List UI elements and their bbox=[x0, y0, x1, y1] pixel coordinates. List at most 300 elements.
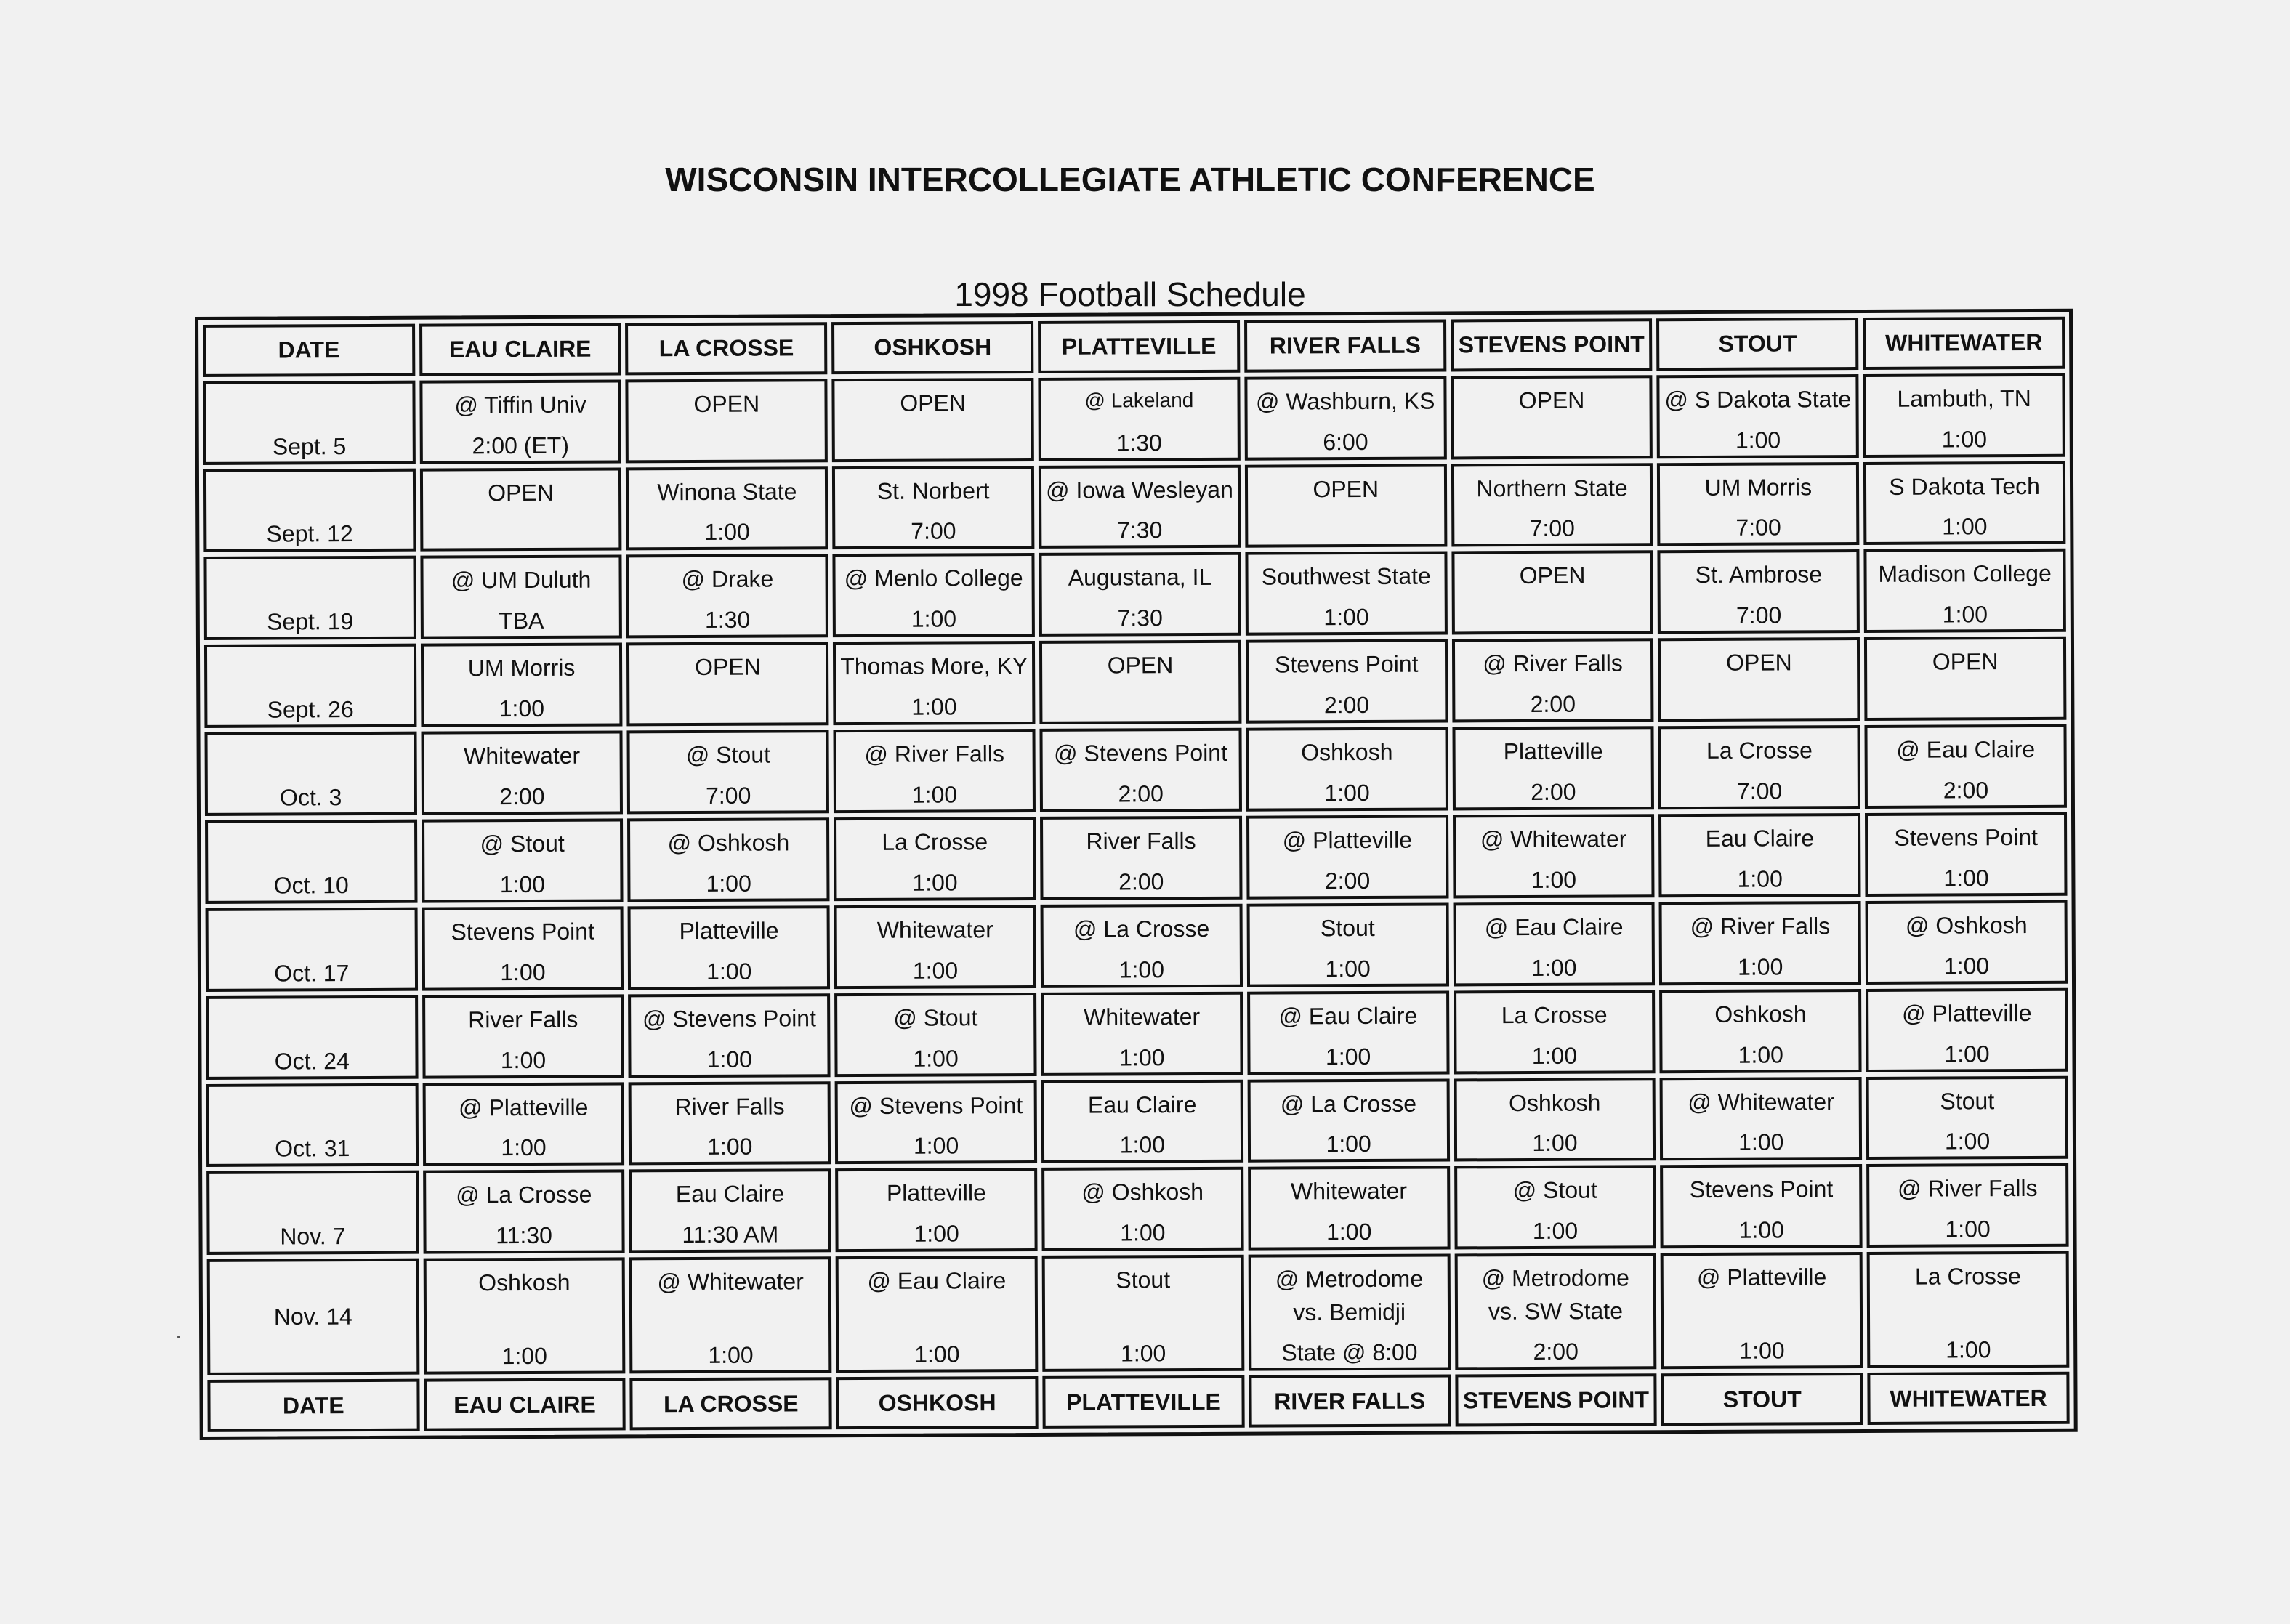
column-header-date: DATE bbox=[203, 324, 415, 377]
game-cell-stout bbox=[1661, 1252, 1863, 1369]
game-cell-river-falls bbox=[1248, 1166, 1450, 1251]
opponent-label: River Falls bbox=[468, 1006, 578, 1033]
kickoff-time: 1:00 bbox=[1943, 952, 1990, 979]
game-cell-stout bbox=[1658, 637, 1860, 722]
opponent-label: @ S Dakota State bbox=[1664, 385, 1852, 413]
date-label: Sept. 26 bbox=[267, 696, 354, 723]
game-cell-oshkosh bbox=[834, 993, 1036, 1077]
opponent-label: @ Oshkosh bbox=[667, 829, 790, 857]
date-label: Oct. 17 bbox=[274, 959, 350, 987]
header-row-bottom bbox=[207, 1372, 2069, 1432]
opponent-label: @ River Falls bbox=[1690, 913, 1831, 940]
opponent-label: Oshkosh bbox=[1714, 1001, 1807, 1027]
kickoff-time: 2:00 (ET) bbox=[472, 432, 570, 458]
opponent-label: @ Eau Claire bbox=[867, 1267, 1007, 1295]
opponent-label: @ Stout bbox=[480, 830, 565, 857]
game-cell-whitewater bbox=[1865, 812, 2067, 897]
game-cell-stevens-point bbox=[1453, 902, 1655, 986]
kickoff-time: 1:00 bbox=[1737, 865, 1783, 892]
column-header-stevens-point: STEVENS POINT bbox=[1455, 1373, 1657, 1426]
stray-mark bbox=[177, 1336, 180, 1338]
opponent-label: OPEN bbox=[1313, 475, 1379, 502]
kickoff-time: 11:30 AM bbox=[682, 1221, 779, 1248]
kickoff-time: 1:00 bbox=[1945, 1216, 1991, 1243]
table-row bbox=[206, 987, 2068, 1079]
kickoff-time: 1:00 bbox=[1531, 1042, 1578, 1069]
date-cell bbox=[203, 380, 415, 464]
game-cell-whitewater bbox=[1864, 637, 2066, 721]
kickoff-time: State @ 8:00 bbox=[1281, 1338, 1418, 1366]
opponent-label: Stevens Point bbox=[1689, 1176, 1834, 1203]
game-cell-whitewater bbox=[1864, 549, 2066, 633]
game-cell-la-crosse bbox=[629, 1169, 831, 1253]
opponent-label: OPEN bbox=[1518, 387, 1585, 413]
date-cell bbox=[203, 468, 416, 552]
kickoff-time: 1:00 bbox=[1738, 1041, 1783, 1068]
game-cell-stout bbox=[1658, 813, 1860, 897]
kickoff-time: 1:00 bbox=[706, 870, 751, 897]
column-header-platteville: PLATTEVILLE bbox=[1038, 320, 1240, 373]
kickoff-time: 2:00 bbox=[1530, 690, 1576, 718]
opponent-label: @ Platteville bbox=[1696, 1264, 1827, 1291]
game-cell-stevens-point bbox=[1451, 551, 1653, 635]
date-label: Nov. 7 bbox=[280, 1223, 346, 1250]
game-cell-whitewater bbox=[1865, 724, 2067, 809]
opponent-label: @ Drake bbox=[681, 565, 774, 593]
kickoff-time: 7:00 bbox=[1529, 515, 1575, 542]
kickoff-time: 1:00 bbox=[499, 695, 545, 722]
opponent-label: Whitewater bbox=[1084, 1003, 1201, 1030]
opponent-label: La Crosse bbox=[882, 828, 988, 855]
kickoff-time: 1:00 bbox=[706, 958, 752, 985]
opponent-label: Augustana, IL bbox=[1068, 564, 1212, 591]
kickoff-time: 1:00 bbox=[1118, 956, 1165, 983]
column-header-stout: STOUT bbox=[1656, 318, 1858, 371]
kickoff-time: 1:00 bbox=[1531, 954, 1577, 981]
kickoff-time: 2:00 bbox=[1943, 777, 1989, 804]
game-cell-eau-claire bbox=[419, 379, 621, 464]
kickoff-time: 1:00 bbox=[1738, 1216, 1785, 1243]
column-header-stout: STOUT bbox=[1661, 1373, 1863, 1426]
opponent-label: River Falls bbox=[1086, 827, 1196, 855]
opponent-label: Stevens Point bbox=[1274, 650, 1419, 678]
opponent-label: @ Eau Claire bbox=[1484, 913, 1624, 941]
table-row bbox=[203, 461, 2065, 552]
game-cell-eau-claire bbox=[420, 467, 622, 552]
opponent-label: @ Stevens Point bbox=[849, 1091, 1023, 1119]
date-cell bbox=[205, 820, 417, 904]
game-cell-whitewater bbox=[1867, 1251, 2070, 1368]
kickoff-time: 1:00 bbox=[911, 781, 958, 808]
game-cell-la-crosse bbox=[626, 642, 828, 726]
table-row bbox=[203, 549, 2065, 640]
kickoff-time: 7:30 bbox=[1116, 517, 1163, 544]
opponent-label: @ Iowa Wesleyan bbox=[1045, 476, 1233, 504]
header-row-top bbox=[203, 317, 2065, 377]
game-cell-platteville bbox=[1041, 904, 1243, 988]
game-cell-la-crosse bbox=[628, 905, 830, 990]
opponent-label: S Dakota Tech bbox=[1889, 472, 2040, 500]
game-cell-stevens-point bbox=[1453, 814, 1655, 898]
opponent-label: @ Washburn, KS bbox=[1255, 387, 1435, 415]
opponent-label: Eau Claire bbox=[675, 1180, 785, 1208]
game-cell-oshkosh bbox=[834, 905, 1036, 989]
date-label: Oct. 24 bbox=[274, 1047, 350, 1075]
opponent-label: @ Stout bbox=[1512, 1176, 1597, 1204]
kickoff-time: 1:00 bbox=[1946, 1336, 1991, 1363]
date-cell bbox=[206, 1083, 419, 1167]
opponent-label: @ Whitewater bbox=[1688, 1088, 1834, 1115]
opponent-label: @ La Crosse bbox=[1073, 915, 1210, 942]
column-header-platteville: PLATTEVILLE bbox=[1042, 1375, 1244, 1429]
table-row bbox=[206, 1163, 2068, 1255]
kickoff-time: 1:00 bbox=[1119, 1131, 1166, 1158]
game-cell-eau-claire bbox=[422, 818, 624, 902]
kickoff-time: 1:00 bbox=[707, 1134, 753, 1160]
game-cell-eau-claire bbox=[422, 906, 624, 990]
game-cell-platteville bbox=[1040, 816, 1242, 900]
opponent-label: @ Whitewater bbox=[657, 1268, 804, 1296]
date-cell bbox=[206, 995, 418, 1079]
game-cell-eau-claire bbox=[423, 1258, 625, 1375]
kickoff-time: 1:00 bbox=[1325, 955, 1371, 982]
game-cell-stout bbox=[1660, 1077, 1862, 1161]
game-cell-platteville bbox=[1042, 1255, 1244, 1372]
game-cell-eau-claire bbox=[423, 1170, 625, 1254]
opponent-label: @ Metrodome bbox=[1481, 1264, 1629, 1292]
game-cell-whitewater bbox=[1863, 373, 2065, 458]
date-cell bbox=[207, 1259, 419, 1375]
kickoff-time: 1:00 bbox=[913, 1044, 959, 1072]
game-cell-eau-claire bbox=[420, 555, 622, 639]
kickoff-time: 1:00 bbox=[500, 1046, 547, 1073]
opponent-label: @ Stout bbox=[893, 1003, 978, 1031]
opponent-label: Stout bbox=[1116, 1267, 1171, 1293]
opponent-label: OPEN bbox=[1107, 652, 1174, 679]
kickoff-time: 2:00 bbox=[1118, 868, 1164, 895]
kickoff-time: 1:00 bbox=[1738, 1128, 1784, 1156]
game-cell-whitewater bbox=[1866, 987, 2068, 1072]
date-label: Nov. 14 bbox=[273, 1303, 352, 1330]
game-cell-stout bbox=[1658, 549, 1860, 634]
date-cell bbox=[204, 732, 416, 816]
kickoff-time: 1:00 bbox=[1943, 865, 1989, 892]
date-cell bbox=[204, 644, 416, 728]
opponent-label: Oshkosh bbox=[1509, 1089, 1601, 1116]
game-cell-whitewater bbox=[1863, 461, 2065, 545]
game-cell-oshkosh bbox=[833, 553, 1035, 637]
kickoff-time: 1:00 bbox=[1120, 1219, 1166, 1246]
kickoff-time: 1:30 bbox=[1116, 429, 1162, 456]
opponent-detail: vs. Bemidji bbox=[1293, 1298, 1406, 1326]
game-cell-stout bbox=[1657, 374, 1859, 458]
opponent-label: Platteville bbox=[886, 1179, 986, 1207]
game-cell-river-falls bbox=[1246, 902, 1448, 987]
date-label: Oct. 3 bbox=[279, 784, 342, 811]
kickoff-time: 1:00 bbox=[1944, 1128, 1991, 1155]
kickoff-time: 1:00 bbox=[1941, 425, 1988, 453]
opponent-label: OPEN bbox=[1725, 649, 1792, 676]
kickoff-time: 1:00 bbox=[1119, 1043, 1165, 1070]
game-cell-platteville bbox=[1041, 991, 1243, 1075]
date-cell bbox=[206, 1171, 419, 1255]
game-cell-stevens-point bbox=[1452, 639, 1654, 723]
column-header-eau-claire: EAU CLAIRE bbox=[419, 323, 621, 376]
kickoff-time: 1:00 bbox=[501, 1343, 547, 1370]
kickoff-time: 1:00 bbox=[1120, 1340, 1166, 1367]
opponent-label: @ Oshkosh bbox=[1081, 1179, 1204, 1206]
game-cell-river-falls bbox=[1246, 727, 1448, 812]
opponent-label: Thomas More, KY bbox=[840, 653, 1028, 680]
kickoff-time: 7:00 bbox=[705, 782, 751, 809]
game-cell-la-crosse bbox=[626, 466, 828, 551]
game-cell-platteville bbox=[1041, 1167, 1243, 1251]
game-cell-stevens-point bbox=[1454, 1166, 1656, 1250]
opponent-label: Whitewater bbox=[464, 742, 581, 769]
date-cell bbox=[203, 556, 416, 640]
game-cell-oshkosh bbox=[835, 1168, 1037, 1252]
date-label: Oct. 10 bbox=[273, 871, 349, 899]
opponent-label: Southwest State bbox=[1261, 563, 1431, 591]
schedule-table-wrapper bbox=[195, 309, 2078, 1440]
table-row bbox=[204, 724, 2066, 816]
kickoff-time: 1:00 bbox=[1942, 513, 1988, 540]
opponent-label: OPEN bbox=[488, 479, 554, 506]
kickoff-time: 1:00 bbox=[706, 1046, 752, 1072]
kickoff-time: 1:00 bbox=[914, 1220, 959, 1247]
opponent-label: @ Stevens Point bbox=[642, 1004, 817, 1032]
opponent-label: Eau Claire bbox=[1705, 825, 1815, 852]
kickoff-time: 2:00 bbox=[499, 783, 545, 810]
game-cell-stout bbox=[1659, 901, 1861, 985]
table-row bbox=[205, 812, 2067, 904]
game-cell-stout bbox=[1661, 1164, 1863, 1248]
date-label: Sept. 5 bbox=[272, 432, 347, 460]
opponent-label: Stout bbox=[1320, 914, 1375, 942]
kickoff-time: 1:00 bbox=[911, 693, 957, 720]
opponent-label: Whitewater bbox=[1290, 1178, 1408, 1205]
column-header-whitewater: WHITEWATER bbox=[1863, 317, 2065, 370]
page-title: WISCONSIN INTERCOLLEGIATE ATHLETIC CONFERENCE bbox=[665, 161, 1595, 198]
game-cell-eau-claire bbox=[421, 643, 623, 727]
game-cell-oshkosh bbox=[834, 729, 1036, 813]
game-cell-stevens-point bbox=[1451, 375, 1653, 459]
opponent-label: @ River Falls bbox=[1898, 1175, 2038, 1203]
kickoff-time: 7:00 bbox=[1735, 602, 1782, 629]
column-header-whitewater: WHITEWATER bbox=[1868, 1372, 2070, 1425]
date-cell bbox=[206, 908, 418, 992]
opponent-label: La Crosse bbox=[1501, 1001, 1608, 1028]
kickoff-time: TBA bbox=[499, 607, 544, 634]
column-header-date: DATE bbox=[207, 1379, 419, 1432]
game-cell-whitewater bbox=[1866, 1075, 2068, 1160]
game-cell-la-crosse bbox=[626, 379, 828, 463]
kickoff-time: 1:00 bbox=[911, 605, 957, 632]
opponent-label: @ Metrodome bbox=[1275, 1265, 1424, 1293]
game-cell-oshkosh bbox=[835, 1080, 1037, 1164]
kickoff-time: 6:00 bbox=[1323, 428, 1368, 455]
opponent-label: @ UM Duluth bbox=[451, 567, 592, 594]
kickoff-time: 1:00 bbox=[1739, 1337, 1785, 1364]
game-cell-river-falls bbox=[1245, 552, 1447, 636]
game-cell-la-crosse bbox=[629, 1081, 831, 1166]
column-header-stevens-point: STEVENS POINT bbox=[1451, 318, 1653, 371]
column-header-oshkosh: OSHKOSH bbox=[831, 321, 1033, 374]
game-cell-river-falls bbox=[1246, 815, 1448, 899]
opponent-label: OPEN bbox=[694, 653, 761, 681]
kickoff-time: 1:00 bbox=[1326, 1131, 1371, 1158]
kickoff-time: 1:00 bbox=[1532, 1217, 1579, 1245]
game-cell-river-falls bbox=[1247, 1078, 1449, 1163]
game-cell-stevens-point bbox=[1454, 1253, 1656, 1370]
kickoff-time: 1:00 bbox=[500, 958, 546, 985]
column-header-la-crosse: LA CROSSE bbox=[630, 1377, 832, 1430]
opponent-label: Platteville bbox=[679, 917, 779, 944]
table-row bbox=[203, 373, 2065, 465]
kickoff-time: 1:00 bbox=[704, 519, 750, 546]
opponent-label: Platteville bbox=[1503, 738, 1603, 765]
opponent-label: Madison College bbox=[1878, 560, 2052, 588]
kickoff-time: 1:00 bbox=[708, 1341, 754, 1369]
opponent-label: Stevens Point bbox=[1894, 823, 2039, 851]
game-cell-eau-claire bbox=[421, 731, 623, 815]
opponent-label: La Crosse bbox=[1914, 1263, 2021, 1290]
opponent-label: @ Oshkosh bbox=[1905, 911, 2028, 939]
kickoff-time: 1:00 bbox=[1324, 779, 1370, 807]
opponent-label: Lambuth, TN bbox=[1897, 384, 2031, 412]
game-cell-eau-claire bbox=[422, 994, 624, 1078]
opponent-label: Oshkosh bbox=[478, 1269, 571, 1296]
table-row bbox=[204, 637, 2066, 728]
game-cell-oshkosh bbox=[833, 641, 1035, 725]
kickoff-time: 1:00 bbox=[1532, 1130, 1578, 1157]
game-cell-la-crosse bbox=[626, 554, 828, 639]
kickoff-time: 7:30 bbox=[1117, 605, 1163, 631]
opponent-label: @ Platteville bbox=[459, 1094, 589, 1120]
game-cell-whitewater bbox=[1866, 900, 2068, 985]
kickoff-time: 1:00 bbox=[1325, 1043, 1371, 1070]
game-cell-platteville bbox=[1039, 464, 1241, 549]
table-row bbox=[206, 1075, 2068, 1167]
kickoff-time: 2:00 bbox=[1533, 1338, 1579, 1365]
game-cell-river-falls bbox=[1246, 639, 1448, 724]
date-label: Sept. 12 bbox=[266, 520, 353, 548]
opponent-label: OPEN bbox=[1932, 648, 1999, 675]
game-cell-la-crosse bbox=[629, 1256, 831, 1373]
opponent-label: @ River Falls bbox=[1483, 650, 1623, 677]
opponent-label: La Crosse bbox=[1706, 737, 1813, 764]
opponent-label: Stout bbox=[1940, 1087, 1995, 1115]
opponent-label: OPEN bbox=[1519, 562, 1586, 589]
game-cell-whitewater bbox=[1866, 1163, 2068, 1248]
game-cell-stevens-point bbox=[1451, 463, 1653, 547]
game-cell-platteville bbox=[1039, 552, 1241, 637]
opponent-label: @ River Falls bbox=[864, 740, 1005, 768]
game-cell-platteville bbox=[1039, 728, 1241, 812]
opponent-label: @ Platteville bbox=[1282, 826, 1413, 854]
game-cell-la-crosse bbox=[627, 730, 829, 814]
opponent-label: @ Stevens Point bbox=[1054, 739, 1228, 767]
opponent-label: St. Norbert bbox=[876, 477, 990, 504]
opponent-label: @ La Crosse bbox=[1280, 1090, 1417, 1118]
kickoff-time: 1:00 bbox=[501, 1134, 547, 1161]
column-header-la-crosse: LA CROSSE bbox=[625, 322, 827, 375]
game-cell-platteville bbox=[1039, 640, 1241, 724]
game-cell-platteville bbox=[1038, 376, 1240, 461]
kickoff-time: 11:30 bbox=[496, 1222, 552, 1249]
game-cell-stevens-point bbox=[1454, 1078, 1656, 1162]
game-cell-oshkosh bbox=[832, 466, 1034, 550]
game-cell-stevens-point bbox=[1452, 726, 1654, 810]
kickoff-time: 1:00 bbox=[1323, 604, 1369, 631]
game-cell-stout bbox=[1657, 462, 1859, 546]
kickoff-time: 1:00 bbox=[1944, 1040, 1990, 1067]
game-cell-eau-claire bbox=[422, 1082, 624, 1166]
table-row bbox=[207, 1251, 2070, 1375]
opponent-label: @ Tiffin Univ bbox=[454, 391, 586, 419]
opponent-label: St. Ambrose bbox=[1695, 561, 1823, 589]
opponent-label: Northern State bbox=[1476, 474, 1628, 501]
opponent-label: River Falls bbox=[674, 1092, 785, 1120]
game-cell-oshkosh bbox=[832, 378, 1034, 462]
game-cell-platteville bbox=[1041, 1079, 1243, 1163]
opponent-label: UM Morris bbox=[467, 655, 576, 682]
kickoff-time: 1:00 bbox=[912, 869, 958, 896]
opponent-label: @ Menlo College bbox=[844, 565, 1023, 592]
kickoff-time: 1:00 bbox=[912, 957, 959, 984]
opponent-label: Winona State bbox=[657, 477, 797, 505]
game-cell-la-crosse bbox=[628, 993, 830, 1078]
opponent-label: @ La Crosse bbox=[456, 1181, 592, 1208]
kickoff-time: 2:00 bbox=[1118, 780, 1164, 807]
schedule-table bbox=[195, 309, 2078, 1440]
kickoff-time: 2:00 bbox=[1324, 867, 1371, 894]
column-header-river-falls: RIVER FALLS bbox=[1244, 319, 1446, 372]
kickoff-time: 7:00 bbox=[911, 517, 956, 545]
opponent-detail: vs. SW State bbox=[1488, 1298, 1624, 1325]
game-cell-river-falls bbox=[1247, 990, 1449, 1075]
kickoff-time: 1:00 bbox=[1735, 427, 1781, 453]
kickoff-time: 1:00 bbox=[913, 1132, 959, 1160]
date-label: Sept. 19 bbox=[266, 608, 354, 635]
game-cell-river-falls bbox=[1245, 464, 1447, 548]
date-label: Oct. 31 bbox=[275, 1135, 350, 1162]
game-cell-stevens-point bbox=[1454, 990, 1656, 1074]
game-cell-oshkosh bbox=[834, 817, 1036, 901]
opponent-label: Stevens Point bbox=[451, 918, 595, 945]
column-header-eau-claire: EAU CLAIRE bbox=[424, 1378, 626, 1431]
kickoff-time: 1:30 bbox=[704, 606, 751, 634]
column-header-oshkosh: OSHKOSH bbox=[836, 1376, 1039, 1429]
schedule-subtitle: 1998 Football Schedule bbox=[954, 275, 1306, 313]
opponent-label: Oshkosh bbox=[1301, 738, 1393, 766]
kickoff-time: 2:00 bbox=[1323, 692, 1370, 719]
opponent-label: @ Eau Claire bbox=[1278, 1002, 1418, 1030]
game-cell-la-crosse bbox=[627, 817, 829, 902]
kickoff-time: 1:00 bbox=[1326, 1219, 1372, 1245]
kickoff-time: 2:00 bbox=[1531, 778, 1576, 805]
game-cell-oshkosh bbox=[836, 1256, 1038, 1373]
opponent-label: @ Whitewater bbox=[1480, 825, 1627, 853]
kickoff-time: 7:00 bbox=[1736, 777, 1783, 804]
opponent-label: Eau Claire bbox=[1087, 1091, 1197, 1118]
opponent-label: @ Eau Claire bbox=[1896, 736, 2036, 763]
kickoff-time: 1:00 bbox=[1737, 953, 1783, 980]
table-row bbox=[206, 900, 2068, 992]
game-cell-river-falls bbox=[1244, 376, 1446, 460]
opponent-label: @ Platteville bbox=[1902, 999, 2032, 1027]
opponent-label: UM Morris bbox=[1704, 473, 1813, 501]
